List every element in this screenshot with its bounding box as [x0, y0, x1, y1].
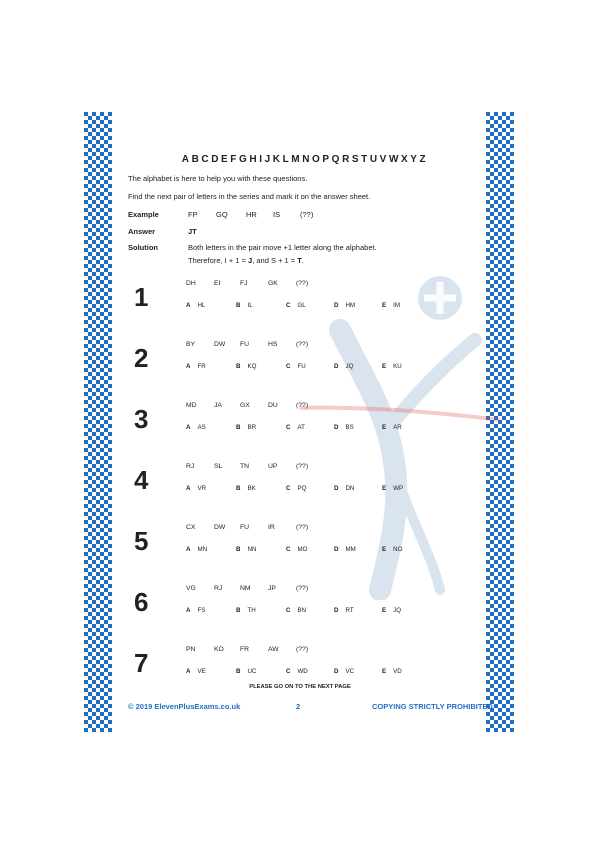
option-letter: A	[186, 424, 191, 431]
option-letter: D	[334, 668, 339, 675]
intro-line-1: The alphabet is here to help you with these questions.	[128, 174, 308, 183]
answer-option[interactable]	[382, 363, 402, 370]
answer-option[interactable]	[382, 485, 403, 492]
answer-option[interactable]	[334, 363, 353, 370]
answer-option[interactable]	[236, 668, 256, 675]
option-letter: E	[382, 363, 387, 370]
option-letter: E	[382, 607, 387, 614]
option-letter: B	[236, 302, 241, 309]
answer-option[interactable]	[186, 546, 207, 553]
answer-option[interactable]	[186, 302, 205, 309]
alphabet-reference: ABCDEFGHIJKLMNOPQRSTUVWXYZ	[181, 154, 429, 165]
series-pair: (??)	[296, 280, 309, 287]
answer-option[interactable]	[236, 485, 256, 492]
option-value: FU	[297, 363, 306, 370]
option-value: KU	[393, 363, 402, 370]
answer-option[interactable]	[286, 424, 305, 431]
option-letter: D	[334, 546, 339, 553]
option-value: BS	[345, 424, 354, 431]
copy-notice: COPYING STRICTLY PROHIBITED	[372, 702, 493, 711]
option-letter: E	[382, 546, 387, 553]
option-value: MN	[197, 546, 208, 553]
option-letter: C	[286, 607, 291, 614]
option-letter: D	[334, 485, 339, 492]
option-value: VR	[197, 485, 207, 492]
option-letter: A	[186, 363, 191, 370]
option-letter: E	[382, 668, 387, 675]
option-value: IL	[247, 302, 253, 309]
solution-line-1: Both letters in the pair move +1 letter along the alphabet.	[188, 243, 377, 252]
option-value: JQ	[393, 607, 402, 614]
left-checkered-border	[84, 112, 112, 732]
answer-option[interactable]	[334, 485, 354, 492]
answer-option[interactable]	[186, 363, 206, 370]
answer-option[interactable]	[382, 424, 402, 431]
answer-value: JT	[188, 227, 197, 236]
copyright-text: © 2019 ElevenPlusExams.co.uk	[128, 702, 241, 711]
option-letter: E	[382, 302, 387, 309]
option-value: GL	[297, 302, 306, 309]
option-value: FR	[197, 363, 206, 370]
option-letter: A	[186, 668, 191, 675]
option-value: NO	[393, 546, 403, 553]
answer-option[interactable]	[334, 668, 354, 675]
question-number: 6	[134, 587, 149, 617]
series-pair: HS	[268, 341, 278, 348]
option-letter: C	[286, 424, 291, 431]
series-pair: (??)	[296, 524, 309, 531]
question-number: 7	[134, 648, 149, 678]
series-pair: NM	[240, 585, 251, 592]
option-value: VE	[197, 668, 206, 675]
answer-label: Answer	[128, 227, 156, 236]
series-pair: IR	[268, 524, 275, 531]
option-letter: D	[334, 302, 339, 309]
option-value: AT	[297, 424, 305, 431]
option-value: AS	[197, 424, 206, 431]
series-pair: RJ	[214, 585, 223, 592]
question-number: 1	[134, 282, 149, 312]
answer-option[interactable]	[286, 546, 307, 553]
option-value: VD	[393, 668, 402, 675]
question-number: 3	[134, 404, 149, 434]
answer-option[interactable]	[286, 485, 306, 492]
series-pair: FU	[240, 341, 250, 348]
option-value: JQ	[345, 363, 354, 370]
series-pair: DW	[214, 341, 226, 348]
answer-option[interactable]	[236, 424, 256, 431]
option-value: MM	[345, 546, 356, 553]
answer-option[interactable]	[186, 485, 206, 492]
series-pair: (??)	[296, 646, 309, 653]
series-pair: (??)	[296, 463, 309, 470]
option-letter: D	[334, 424, 339, 431]
option-value: HM	[345, 302, 356, 309]
option-value: UC	[247, 668, 257, 675]
option-value: NN	[247, 546, 257, 553]
option-value: TH	[247, 607, 256, 614]
option-letter: A	[186, 302, 191, 309]
answer-option[interactable]	[186, 607, 205, 614]
answer-option[interactable]	[286, 363, 306, 370]
option-letter: D	[334, 607, 339, 614]
page-number: 2	[296, 702, 301, 711]
question-number: 5	[134, 526, 149, 556]
series-pair: EI	[214, 280, 221, 287]
option-value: AR	[393, 424, 402, 431]
option-value: FS	[197, 607, 206, 614]
option-value: PQ	[297, 485, 307, 492]
option-value: WP	[393, 485, 404, 492]
answer-option[interactable]	[236, 607, 256, 614]
series-pair: MD	[186, 402, 197, 409]
answer-option[interactable]	[382, 302, 400, 309]
option-letter: B	[236, 485, 241, 492]
answer-option[interactable]	[236, 546, 256, 553]
answer-option[interactable]	[286, 302, 306, 309]
series-pair: CX	[186, 524, 196, 531]
answer-option[interactable]	[286, 668, 308, 675]
answer-option[interactable]	[186, 424, 206, 431]
series-pair: RJ	[186, 463, 195, 470]
example-label: Example	[128, 210, 159, 219]
option-letter: B	[236, 546, 241, 553]
series-pair: VG	[186, 585, 196, 592]
option-value: DN	[345, 485, 355, 492]
solution-label: Solution	[128, 243, 158, 252]
option-value: BN	[297, 607, 307, 614]
series-pair: FJ	[240, 280, 248, 287]
option-letter: C	[286, 363, 291, 370]
answer-option[interactable]	[334, 424, 354, 431]
answer-option[interactable]	[334, 607, 354, 614]
answer-option[interactable]	[334, 302, 355, 309]
series-pair: DU	[268, 402, 278, 409]
option-value: RT	[345, 607, 354, 614]
next-page-note: PLEASE GO ON TO THE NEXT PAGE	[249, 684, 351, 690]
option-letter: A	[186, 546, 191, 553]
answer-option[interactable]	[186, 668, 206, 675]
series-pair: (??)	[296, 341, 309, 348]
option-value: HL	[197, 302, 206, 309]
example-item: FP	[188, 210, 198, 219]
answer-option[interactable]	[382, 607, 401, 614]
series-pair: FU	[240, 524, 250, 531]
example-item: HR	[246, 210, 257, 219]
example-item: IS	[273, 210, 281, 219]
intro-line-2: Find the next pair of letters in the series and mark it on the answer sheet.	[128, 192, 371, 201]
option-letter: C	[286, 302, 291, 309]
series-pair: JA	[214, 402, 222, 409]
option-letter: E	[382, 485, 387, 492]
option-value: IM	[393, 302, 401, 309]
series-pair: AW	[268, 646, 279, 653]
option-value: KQ	[247, 363, 257, 370]
option-value: VC	[345, 668, 355, 675]
question-number: 4	[134, 465, 149, 495]
answer-option[interactable]	[382, 546, 402, 553]
series-pair: TN	[240, 463, 250, 470]
answer-option[interactable]	[334, 546, 356, 553]
option-letter: A	[186, 485, 191, 492]
series-pair: PN	[186, 646, 196, 653]
solution-line-2: Therefore, I + 1 = J, and S + 1 = T.	[188, 256, 304, 265]
answer-option[interactable]	[236, 363, 256, 370]
option-letter: B	[236, 424, 241, 431]
answer-option[interactable]	[236, 302, 253, 309]
option-value: WD	[297, 668, 308, 675]
option-letter: B	[236, 607, 241, 614]
series-pair: (??)	[296, 402, 309, 409]
answer-option[interactable]	[382, 668, 402, 675]
option-letter: C	[286, 546, 291, 553]
question-number: 2	[134, 343, 149, 373]
series-pair: GX	[240, 402, 250, 409]
series-pair: (??)	[296, 585, 309, 592]
series-pair: UP	[268, 463, 278, 470]
series-pair: FR	[240, 646, 250, 653]
series-pair: SL	[214, 463, 223, 470]
answer-option[interactable]	[286, 607, 306, 614]
option-letter: C	[286, 668, 291, 675]
series-pair: JP	[268, 585, 276, 592]
option-letter: B	[236, 363, 241, 370]
option-letter: B	[236, 668, 241, 675]
option-value: MO	[297, 546, 308, 553]
option-value: BR	[247, 424, 257, 431]
example-item: GQ	[216, 210, 228, 219]
series-pair: DH	[186, 280, 196, 287]
option-letter: D	[334, 363, 339, 370]
option-letter: E	[382, 424, 387, 431]
series-pair: GK	[268, 280, 278, 287]
series-pair: DW	[214, 524, 226, 531]
series-pair: BY	[186, 341, 196, 348]
option-letter: C	[286, 485, 291, 492]
series-pair: KO	[214, 646, 224, 653]
option-letter: A	[186, 607, 191, 614]
example-item: (??)	[300, 210, 314, 219]
option-value: BK	[247, 485, 256, 492]
